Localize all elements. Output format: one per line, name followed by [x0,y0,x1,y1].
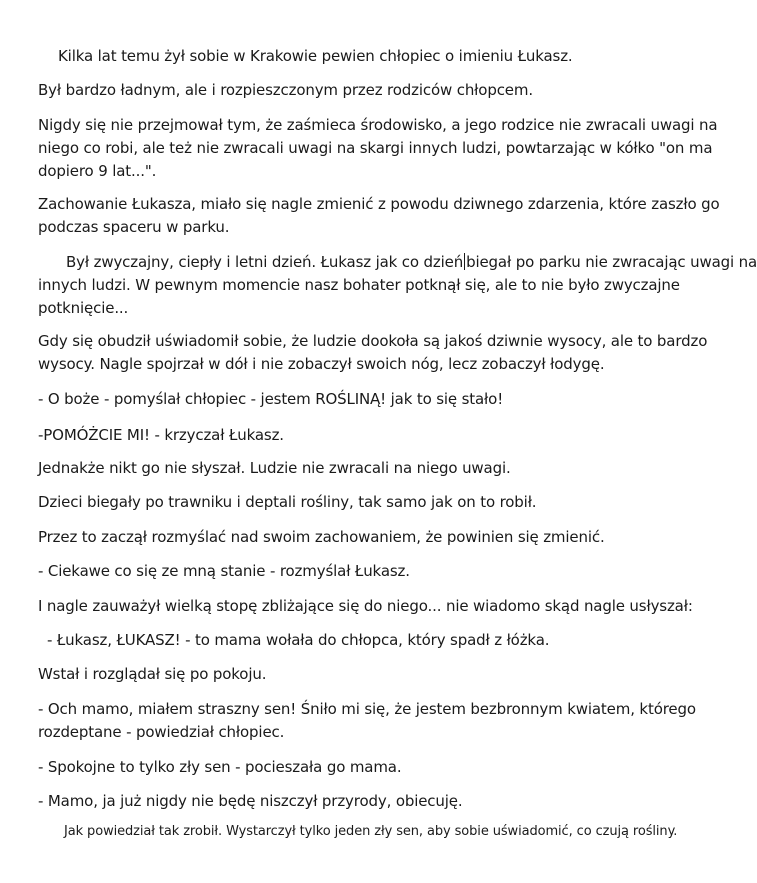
text-cursor [464,253,465,270]
text-line: innych ludzi. W pewnym momencie nasz bohater potknął się, ale to nie było zwyczajne [38,276,680,294]
text-line: - Spokojne to tylko zły sen - pocieszała go mama. [38,758,402,776]
text-segment: Był zwyczajny, ciepły i letni dzień. Łukasz jak co dzień [66,253,464,271]
text-line: niego co robi, ale też nie zwracali uwagi na skargi innych ludzi, powtarzając w kółko "on ma [38,139,713,157]
text-line: - O boże - pomyślał chłopiec - jestem ROŚLINĄ! jak to się stało! [38,390,504,408]
text-line: - Ciekawe co się ze mną stanie - rozmyślał Łukasz. [38,562,410,580]
closing-line: Jak powiedział tak zrobił. Wystarczył tylko jeden zły sen, aby sobie uświadomić, co czują rośliny. [64,824,678,839]
text-line: Przez to zaczął rozmyślać nad swoim zachowaniem, że powinien się zmienić. [38,528,605,546]
text-line: - Łukasz, ŁUKASZ! - to mama wołała do chłopca, który spadł z łóżka. [47,631,550,649]
text-line: podczas spaceru w parku. [38,218,230,236]
text-line: dopiero 9 lat...". [38,162,157,180]
text-line: rozdeptane - powiedział chłopiec. [38,723,285,741]
text-line: Nigdy się nie przejmował tym, że zaśmieca środowisko, a jego rodzice nie zwracali uwagi na [38,116,718,134]
text-line: -POMÓŻCIE MI! - krzyczał Łukasz. [38,426,284,444]
text-line: Gdy się obudził uświadomił sobie, że ludzie dookoła są jakoś dziwnie wysocy, ale to bardzo [38,332,708,350]
text-line: Dzieci biegały po trawniku i deptali rośliny, tak samo jak on to robił. [38,493,537,511]
text-line: Wstał i rozglądał się po pokoju. [38,665,267,683]
text-line-with-cursor [66,252,757,272]
text-line: Jednakże nikt go nie słyszał. Ludzie nie zwracali na niego uwagi. [38,459,511,477]
text-line: I nagle zauważył wielką stopę zbliżające się do niego... nie wiadomo skąd nagle usłyszał: [38,597,693,615]
text-line: wysocy. Nagle spojrzał w dół i nie zobaczył swoich nóg, lecz zobaczył łodygę. [38,355,605,373]
text-line: Był bardzo ładnym, ale i rozpieszczonym przez rodziców chłopcem. [38,81,533,99]
text-segment: biegał po parku nie zwracając uwagi na [466,253,757,271]
text-line: - Och mamo, miałem straszny sen! Śniło mi się, że jestem bezbronnym kwiatem, którego [38,700,696,718]
text-line: Kilka lat temu żył sobie w Krakowie pewien chłopiec o imieniu Łukasz. [58,47,573,65]
text-line: - Mamo, ja już nigdy nie będę niszczył przyrody, obiecuję. [38,792,463,810]
text-line: Zachowanie Łukasza, miało się nagle zmienić z powodu dziwnego zdarzenia, które zaszło go [38,195,720,213]
text-line: potknięcie... [38,299,129,317]
